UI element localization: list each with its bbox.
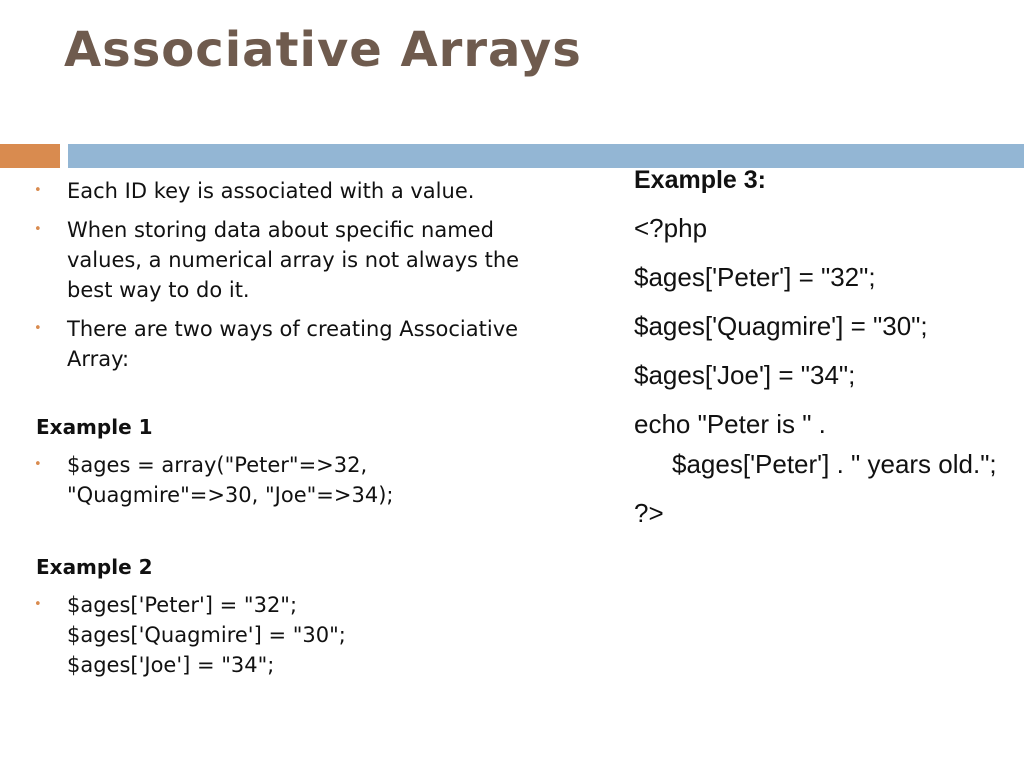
bullet-icon: •	[34, 597, 42, 612]
bullet-text: Each ID key is associated with a value.	[67, 179, 475, 203]
bullet-item	[30, 176, 530, 206]
example-3-echo-statement	[634, 404, 1004, 484]
bullet-text: When storing data about specific named values, a numerical array is not always the best way to do it.	[67, 218, 520, 302]
example-3-code-line: $ages['Quagmire'] = "30";	[634, 311, 928, 341]
example-2-list	[30, 590, 530, 680]
example-1-code-item	[30, 450, 530, 510]
slide-title: Associative Arrays	[64, 22, 582, 78]
left-column	[30, 176, 530, 689]
intro-bullet-list	[30, 176, 530, 374]
example-1-heading: Example 1	[36, 415, 153, 439]
example-2-code-line: $ages['Peter'] = "32";	[67, 593, 298, 617]
example-2-code-line: $ages['Quagmire'] = "30";	[67, 623, 346, 647]
example-3-code-line: $ages['Peter'] = "32";	[634, 262, 876, 292]
example-3-code-line: $ages['Joe'] = "34";	[634, 360, 856, 390]
example-3-heading: Example 3:	[634, 166, 767, 194]
bullet-icon: •	[34, 183, 42, 198]
right-column	[634, 160, 1004, 542]
example-1-list	[30, 450, 530, 510]
bullet-item	[30, 314, 530, 374]
example-3-echo-line: echo "Peter is " .	[634, 409, 826, 439]
example-2-code-line: $ages['Joe'] = "34";	[67, 653, 275, 677]
example-3-echo-continuation: $ages['Peter'] . " years old.";	[672, 449, 997, 479]
bullet-item	[30, 215, 530, 305]
bullet-text: There are two ways of creating Associative Array:	[67, 317, 519, 371]
bullet-icon: •	[34, 222, 42, 237]
accent-bar-left	[0, 144, 60, 168]
example-2-heading: Example 2	[36, 555, 153, 579]
bullet-icon: •	[34, 321, 42, 336]
example-3-code-line: <?php	[634, 213, 708, 243]
example-2-code-item	[30, 590, 530, 680]
bullet-icon: •	[34, 457, 42, 472]
example-1-code: $ages = array("Peter"=>32, "Quagmire"=>30, "Joe"=>34);	[67, 453, 394, 507]
example-3-closing-tag: ?>	[634, 498, 664, 528]
